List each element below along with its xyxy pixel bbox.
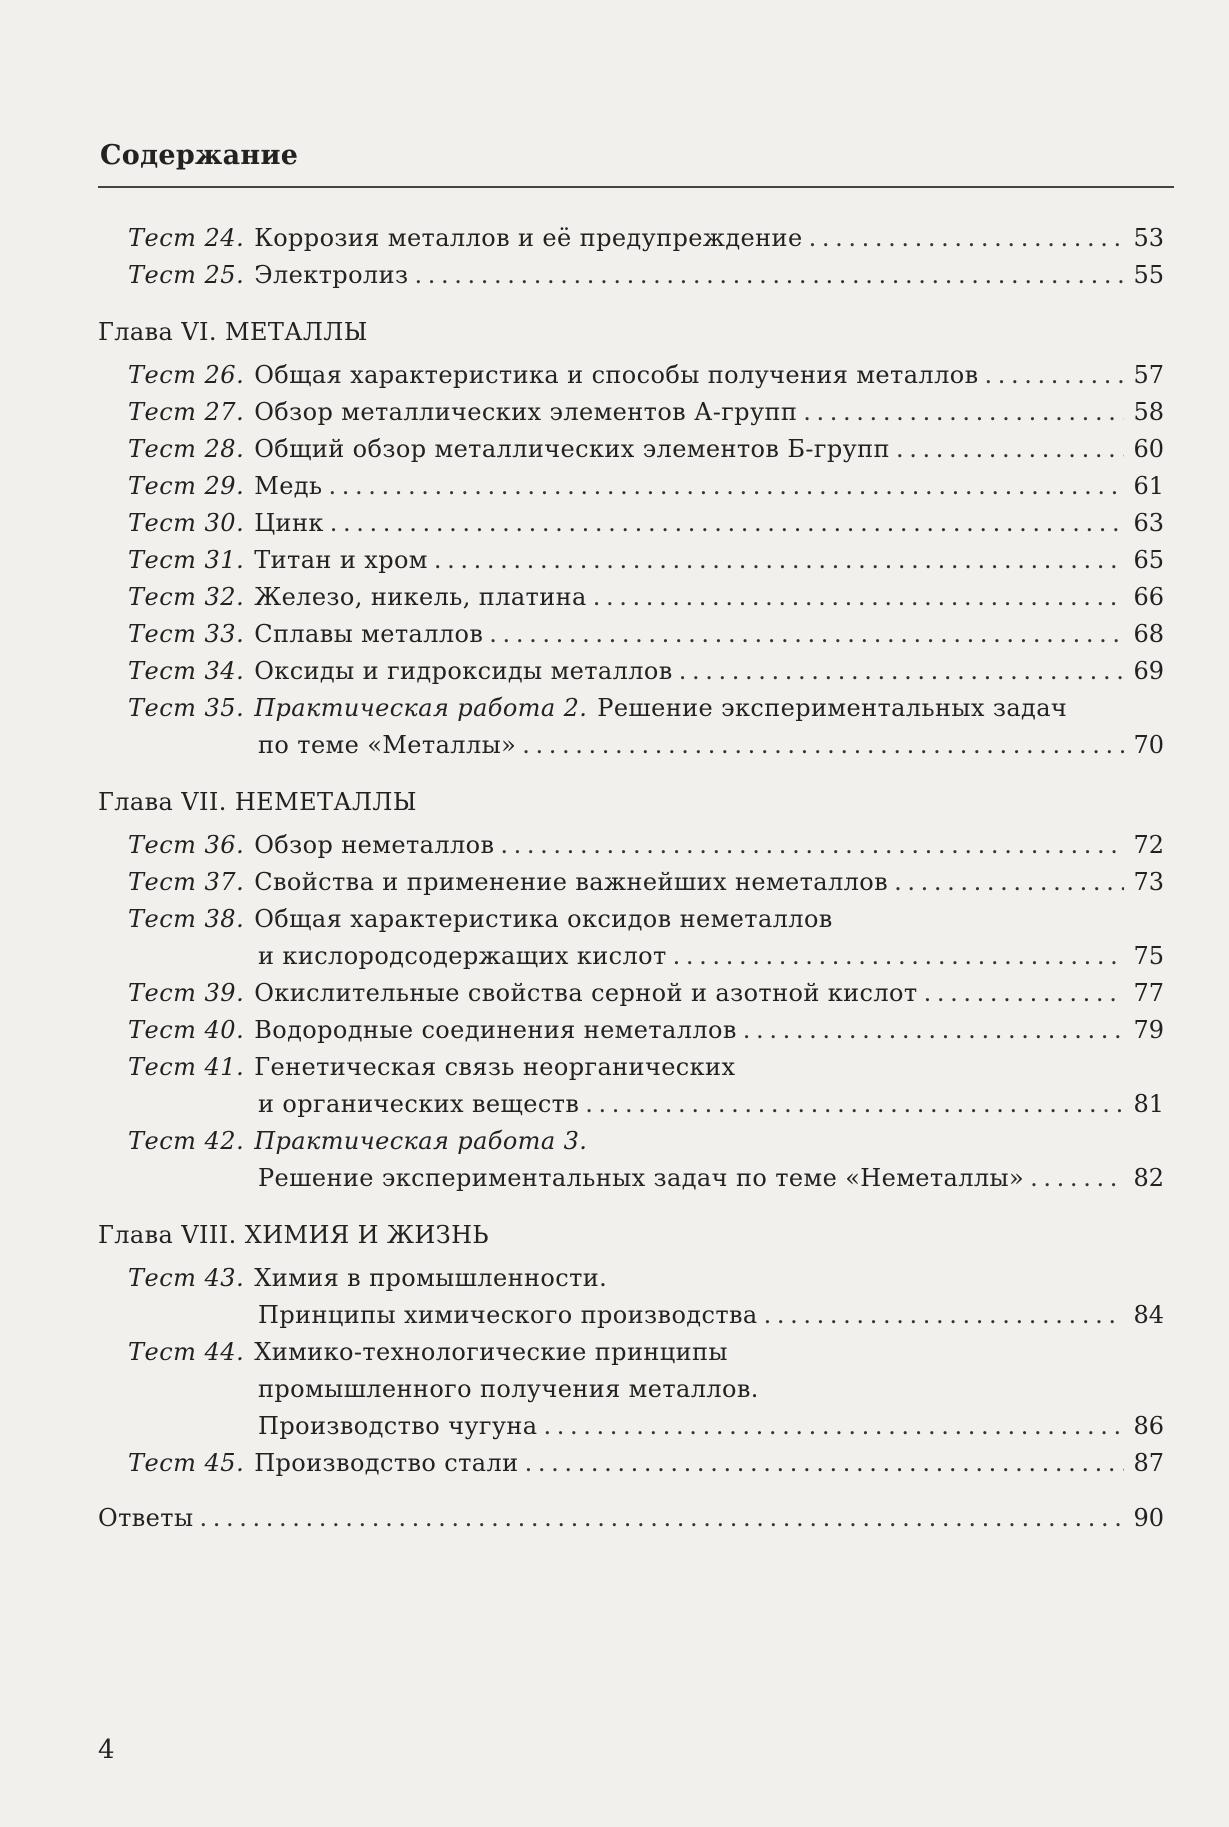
dot-leader [434, 542, 1124, 579]
toc-test-label: Тест 41. [128, 1053, 245, 1081]
toc-entry-answers[interactable] [98, 1500, 1164, 1537]
dot-leader [1030, 1160, 1124, 1197]
toc-page-number: 75 [1133, 942, 1164, 970]
toc-test-label: Тест 29. [128, 472, 245, 500]
toc-entry-title: Общий обзор металлических элементов Б-групп [254, 435, 890, 463]
dot-leader [525, 1445, 1124, 1482]
toc-entry-title-continued: и органических веществ [258, 1090, 580, 1118]
toc-test-label: Тест 30. [128, 509, 245, 537]
dot-leader [522, 727, 1124, 764]
toc-entry-title: Производство стали [254, 1449, 519, 1477]
toc-page-number: 84 [1133, 1301, 1164, 1329]
dot-leader [764, 1297, 1124, 1334]
chapter-heading: Глава VI. МЕТАЛЛЫ [98, 318, 368, 346]
dot-leader [743, 1012, 1124, 1049]
toc-page-number: 66 [1133, 583, 1164, 611]
toc-entry-title: Свойства и применение важнейших неметаллов [254, 868, 889, 896]
toc-entry-title-continued: промышленного получения металлов. [258, 1375, 759, 1403]
toc-entry-italic-title: Практическая работа 2. [254, 694, 588, 722]
toc-entry-title: Цинк [254, 509, 324, 537]
toc-page-number: 65 [1133, 546, 1164, 574]
toc-entry-title-continued: Решение экспериментальных задач по теме «Неметаллы» [258, 1164, 1025, 1192]
toc-entry-title: Окислительные свойства серной и азотной кислот [254, 979, 918, 1007]
toc-test-label: Тест 45. [128, 1449, 245, 1477]
toc-page-number: 70 [1133, 731, 1164, 759]
toc-page-number: 82 [1133, 1164, 1164, 1192]
dot-leader [330, 505, 1124, 542]
toc-entry[interactable] [98, 1445, 1164, 1482]
toc-entry[interactable] [98, 1012, 1164, 1049]
toc-entry[interactable] [98, 357, 1164, 394]
toc-test-label: Тест 26. [128, 361, 245, 389]
toc-test-label: Тест 27. [128, 398, 245, 426]
toc-entry[interactable] [98, 1123, 1164, 1160]
toc-page-number: 60 [1133, 435, 1164, 463]
toc-entry-title: Обзор неметаллов [254, 831, 495, 859]
dot-leader [593, 579, 1124, 616]
dot-leader [414, 257, 1124, 294]
toc-page-number: 61 [1133, 472, 1164, 500]
toc-entry[interactable] [98, 1260, 1164, 1297]
toc-page-number: 87 [1133, 1449, 1164, 1477]
toc-test-label: Тест 44. [128, 1338, 245, 1366]
toc-page-number: 68 [1133, 620, 1164, 648]
toc-test-label: Тест 42. [128, 1127, 245, 1155]
toc-page-number: 69 [1133, 657, 1164, 685]
toc-entry[interactable] [98, 864, 1164, 901]
dot-leader [809, 220, 1124, 257]
toc-entry[interactable] [98, 431, 1164, 468]
toc-entry-title-continued: Производство чугуна [258, 1412, 538, 1440]
toc-entry-title: Оксиды и гидроксиды металлов [254, 657, 673, 685]
toc-entry[interactable] [98, 1049, 1164, 1086]
dot-leader [984, 357, 1124, 394]
toc-page-number: 63 [1133, 509, 1164, 537]
toc-page-number: 81 [1133, 1090, 1164, 1118]
toc-entry-title: Сплавы металлов [254, 620, 484, 648]
toc-test-label: Тест 38. [128, 905, 245, 933]
toc-page-number: 57 [1133, 361, 1164, 389]
toc-entry-continuation [98, 1297, 1164, 1334]
toc-entry[interactable] [98, 220, 1164, 257]
dot-leader [489, 616, 1124, 653]
toc-test-label: Тест 37. [128, 868, 245, 896]
toc-test-label: Тест 35. [128, 694, 245, 722]
toc-entry-continuation [98, 727, 1164, 764]
toc-entry-title: Водородные соединения неметаллов [254, 1016, 737, 1044]
toc-entry-continuation [98, 1160, 1164, 1197]
toc-entry-title-continued: по теме «Металлы» [258, 731, 517, 759]
toc-test-label: Тест 32. [128, 583, 245, 611]
toc-entry-title: Титан и хром [254, 546, 428, 574]
toc-page-number: 53 [1133, 224, 1164, 252]
dot-leader [543, 1408, 1124, 1445]
dot-leader [803, 394, 1124, 431]
toc-entry[interactable] [98, 505, 1164, 542]
toc-entry-title: Решение экспериментальных задач [597, 694, 1068, 722]
page-number: 4 [98, 1735, 115, 1765]
toc-entry[interactable] [98, 616, 1164, 653]
toc-entry-title-continued: и кислородсодержащих кислот [258, 942, 667, 970]
toc-test-label: Тест 36. [128, 831, 245, 859]
toc-test-label: Тест 40. [128, 1016, 245, 1044]
toc-entry-title: Общая характеристика оксидов неметаллов [254, 905, 833, 933]
toc-entry-title: Химия в промышленности. [254, 1264, 608, 1292]
toc-entry-title: Железо, никель, платина [254, 583, 587, 611]
dot-leader [673, 938, 1124, 975]
toc-entry-continuation [98, 938, 1164, 975]
toc-test-label: Тест 34. [128, 657, 245, 685]
toc-entry[interactable] [98, 542, 1164, 579]
toc-entry-title: Ответы [98, 1504, 194, 1532]
toc-entry[interactable] [98, 579, 1164, 616]
toc-entry-title: Электролиз [254, 261, 409, 289]
toc-entry[interactable] [98, 1334, 1164, 1371]
header-divider [98, 186, 1174, 188]
toc-test-label: Тест 31. [128, 546, 245, 574]
toc-page-number: 55 [1133, 261, 1164, 289]
toc-entry-title: Генетическая связь неорганических [254, 1053, 736, 1081]
dot-leader [679, 653, 1124, 690]
toc-entry-continuation [98, 1408, 1164, 1445]
dot-leader [896, 431, 1124, 468]
toc-test-label: Тест 28. [128, 435, 245, 463]
toc-entry[interactable] [98, 468, 1164, 505]
toc-entry[interactable] [98, 653, 1164, 690]
table-of-contents [98, 220, 1164, 1537]
toc-page-number: 77 [1133, 979, 1164, 1007]
toc-test-label: Тест 25. [128, 261, 245, 289]
toc-entry-title: Общая характеристика и способы получения металлов [254, 361, 979, 389]
toc-entry-continuation [98, 1086, 1164, 1123]
toc-entry-title: Обзор металлических элементов А-групп [254, 398, 798, 426]
dot-leader [585, 1086, 1124, 1123]
dot-leader [328, 468, 1124, 505]
toc-page-number: 86 [1133, 1412, 1164, 1440]
toc-entry[interactable] [98, 394, 1164, 431]
toc-page-number: 72 [1133, 831, 1164, 859]
dot-leader [894, 864, 1124, 901]
toc-entry[interactable] [98, 257, 1164, 294]
toc-entry[interactable] [98, 690, 1164, 727]
toc-page-number: 58 [1133, 398, 1164, 426]
toc-test-label: Тест 43. [128, 1264, 245, 1292]
toc-entry-continuation [98, 1371, 1164, 1408]
toc-entry[interactable] [98, 901, 1164, 938]
dot-leader [500, 827, 1124, 864]
toc-page-number: 73 [1133, 868, 1164, 896]
toc-entry-title: Коррозия металлов и её предупреждение [254, 224, 803, 252]
toc-page-number: 79 [1133, 1016, 1164, 1044]
toc-entry-title-continued: Принципы химического производства [258, 1301, 758, 1329]
page-header-title: Содержание [100, 140, 299, 171]
toc-test-label: Тест 24. [128, 224, 245, 252]
toc-test-label: Тест 39. [128, 979, 245, 1007]
toc-entry[interactable] [98, 827, 1164, 864]
chapter-heading: Глава VIII. ХИМИЯ И ЖИЗНЬ [98, 1221, 489, 1249]
dot-leader [924, 975, 1124, 1012]
chapter-heading: Глава VII. НЕМЕТАЛЛЫ [98, 788, 417, 816]
toc-page-number: 90 [1133, 1504, 1164, 1532]
toc-entry-title: Медь [254, 472, 323, 500]
toc-entry-italic-title: Практическая работа 3. [254, 1127, 588, 1155]
toc-test-label: Тест 33. [128, 620, 245, 648]
dot-leader [199, 1500, 1124, 1537]
toc-entry[interactable] [98, 975, 1164, 1012]
toc-entry-title: Химико-технологические принципы [254, 1338, 728, 1366]
